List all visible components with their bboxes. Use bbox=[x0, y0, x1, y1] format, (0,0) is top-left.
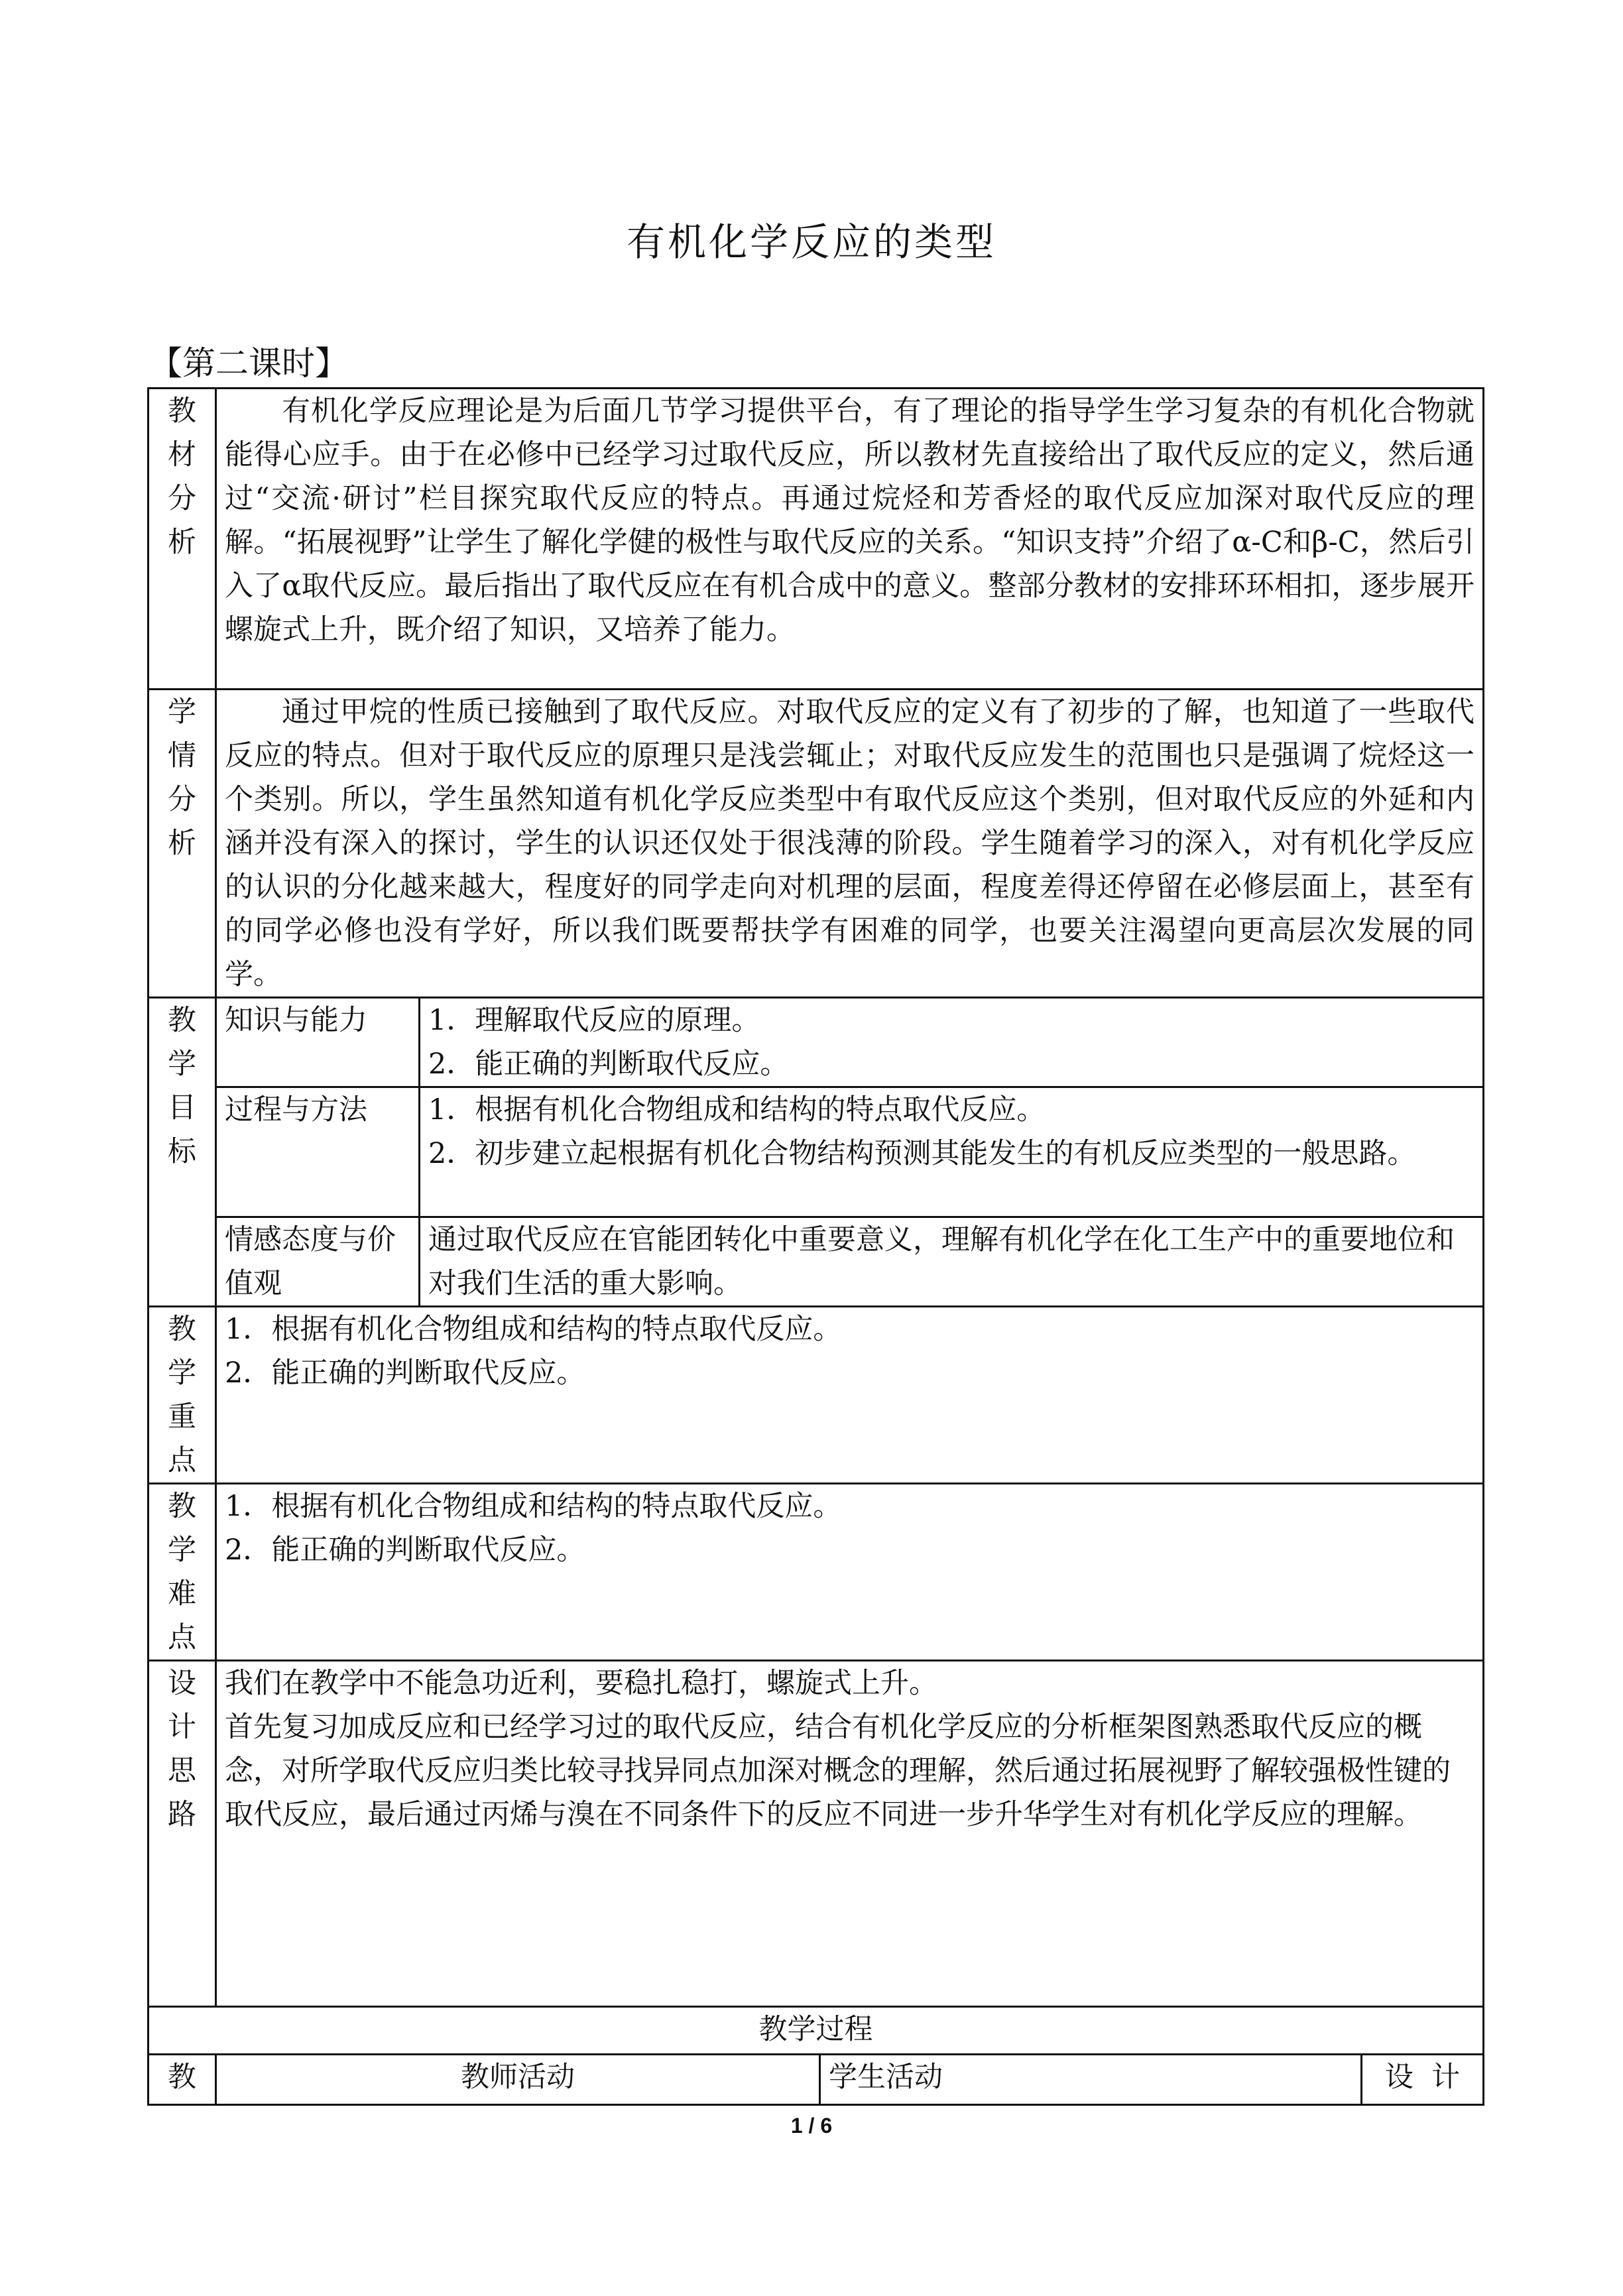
col-teach: 教 bbox=[149, 2055, 216, 2105]
design-row bbox=[149, 1661, 1484, 2007]
process-header-row bbox=[149, 2007, 1484, 2055]
objective-items: 通过取代反应在官能团转化中重要意义，理解有机化学在化工生产中的重要地位和对我们生活的重大影响。 bbox=[420, 1217, 1484, 1307]
objective-row-process bbox=[149, 1087, 1484, 1217]
objective-items: 1．根据有机化合物组成和结构的特点取代反应。 2．初步建立起根据有机化合物结构预测其能发生的有机反应类型的一般思路。 bbox=[420, 1087, 1484, 1217]
student-analysis-text: 通过甲烷的性质已接触到了取代反应。对取代反应的定义有了初步的了解，也知道了一些取代反应的特点。但对于取代反应的原理只是浅尝辄止；对取代反应发生的范围也只是强调了烷烃这一个类别。所以，学生虽然知道有机化学反应类型中有取代反应这个类别，但对取代反应的外延和内涵并没有深入的探讨，学生的认识还仅处于很浅薄的阶段。学生随着学习的深入，对有机化学反应的认识的分化越来越大，程度好的同学走向对机理的层面，程度差得还停留在必修层面上，甚至有的同学必修也没有学好，所以我们既要帮扶学有困难的同学，也要关注渴望向更高层次发展的同学。 bbox=[216, 690, 1484, 998]
design-label: 设 计 思 路 bbox=[149, 1661, 216, 2007]
student-analysis-label: 学 情 分 析 bbox=[149, 690, 216, 998]
col-design: 设 计 bbox=[1362, 2055, 1484, 2105]
process-columns-row bbox=[149, 2055, 1484, 2105]
key-points-items: 1．根据有机化合物组成和结构的特点取代反应。 2．能正确的判断取代反应。 bbox=[216, 1307, 1484, 1484]
process-header: 教学过程 bbox=[149, 2007, 1484, 2055]
textbook-analysis-label: 教 材 分 析 bbox=[149, 389, 216, 690]
difficulties-row bbox=[149, 1484, 1484, 1661]
student-analysis-row bbox=[149, 690, 1484, 998]
objective-name: 过程与方法 bbox=[216, 1087, 420, 1217]
col-student-activity: 学生活动 bbox=[820, 2055, 1362, 2105]
objective-row-emotion bbox=[149, 1217, 1484, 1307]
design-items: 我们在教学中不能急功近利，要稳扎稳打，螺旋式上升。 首先复习加成反应和已经学习过的取代反应，结合有机化学反应的分析框架图熟悉取代反应的概念，对所学取代反应归类比较寻找异同点加深对概念的理解，然后通过拓展视野了解较强极性键的取代反应，最后通过丙烯与溴在不同条件下的反应不同进一步升华学生对有机化学反应的理解。 bbox=[216, 1661, 1484, 2007]
textbook-analysis-row bbox=[149, 389, 1484, 690]
key-points-label: 教 学 重 点 bbox=[149, 1307, 216, 1484]
lesson-label: 【第二课时】 bbox=[149, 344, 348, 383]
page-title: 有机化学反应的类型 bbox=[626, 219, 996, 265]
key-points-row bbox=[149, 1307, 1484, 1484]
objective-name: 情感态度与价值观 bbox=[216, 1217, 420, 1307]
objective-items: 1．理解取代反应的原理。 2．能正确的判断取代反应。 bbox=[420, 998, 1484, 1087]
page-number: 1 / 6 bbox=[790, 2114, 833, 2138]
difficulties-items: 1．根据有机化合物组成和结构的特点取代反应。 2．能正确的判断取代反应。 bbox=[216, 1484, 1484, 1661]
col-teacher-activity: 教师活动 bbox=[216, 2055, 820, 2105]
lesson-plan-table bbox=[147, 387, 1484, 2106]
objectives-label: 教 学 目 标 bbox=[149, 998, 216, 1307]
objective-row-knowledge bbox=[149, 998, 1484, 1087]
textbook-analysis-text: 有机化学反应理论是为后面几节学习提供平台，有了理论的指导学生学习复杂的有机化合物就能得心应手。由于在必修中已经学习过取代反应，所以教材先直接给出了取代反应的定义，然后通过“交流·研讨”栏目探究取代反应的特点。再通过烷烃和芳香烃的取代反应加深对取代反应的理解。“拓展视野”让学生了解化学健的极性与取代反应的关系。“知识支持”介绍了α-C和β-C，然后引入了α取代反应。最后指出了取代反应在有机合成中的意义。整部分教材的安排环环相扣，逐步展开螺旋式上升，既介绍了知识，又培养了能力。 bbox=[216, 389, 1484, 690]
objective-name: 知识与能力 bbox=[216, 998, 420, 1087]
difficulties-label: 教 学 难 点 bbox=[149, 1484, 216, 1661]
